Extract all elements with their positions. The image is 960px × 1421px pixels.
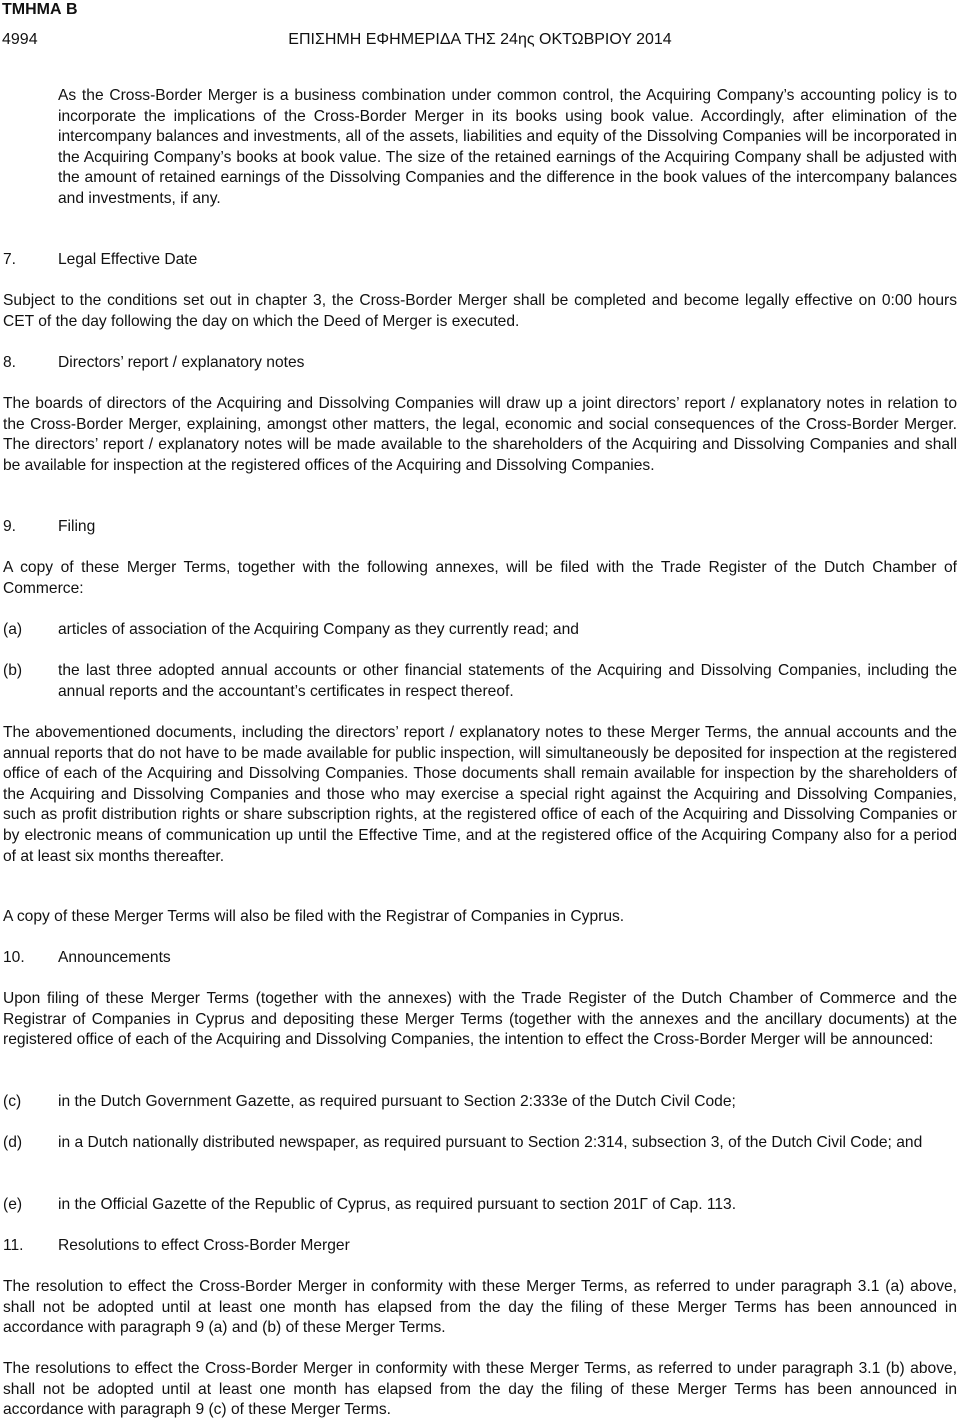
intro-paragraph: As the Cross-Border Merger is a business combination under common control, the Acquiring Company’s accounting policy is to incorporate the implications of the Cross-Border Merger in its books using book value. Accordingly, after elimination of the intercompany balances and investments, all of the assets, liabilities and equity of the Dissolving Companies will be incorporated in the Acquiring Company’s books at book value. The size of the retained earnings of the Acquiring Company shall be adjusted with the amount of retained earnings of the Dissolving Companies and the difference in the book values of the intercompany balances and investments, if any. bbox=[58, 87, 957, 207]
section-9-paragraph-1: A copy of these Merger Terms, together with the following annexes, will be filed with the Trade Register of the Dutch Chamber of Commerce: bbox=[3, 559, 957, 597]
section-10-paragraph: Upon filing of these Merger Terms (together with the annexes) with the Trade Register of the Dutch Chamber of Commerce and the Registrar of Companies in Cyprus and depositing these Merger Terms (together with the annexes and the ancillary documents) at the registered office of each of the Acquiring and Dissolving Companies, the intention to effect the Cross-Border Merger will be announced: bbox=[3, 990, 957, 1049]
section-8-heading bbox=[3, 353, 603, 374]
list-item-d bbox=[3, 1133, 957, 1154]
section-9-number: 9. bbox=[3, 518, 17, 535]
section-9-paragraph-3: A copy of these Merger Terms will also be filed with the Registrar of Companies in Cyprus. bbox=[3, 908, 625, 925]
list-item-e-text: in the Official Gazette of the Republic of Cyprus, as required pursuant to section 201Γ of Cap. 113. bbox=[58, 1196, 737, 1213]
list-item-a bbox=[3, 620, 957, 641]
section-11-paragraph-2: The resolutions to effect the Cross-Border Merger in conformity with these Merger Terms, as referred to under paragraph 3.1 (b) above, shall not be adopted until at least one month has elapsed from the day the filing of these Merger Terms has been announced in accordance with paragraph 9 (c) of these Merger Terms. bbox=[3, 1360, 957, 1419]
list-item-c bbox=[3, 1092, 957, 1113]
section-11-paragraph-1: The resolution to effect the Cross-Border Merger in conformity with these Merger Terms, as referred to under paragraph 3.1 (a) above, shall not be adopted until at least one month has elapsed from the day the filing of these Merger Terms has been announced in accordance with paragraph 9 (a) and (b) of these Merger Terms. bbox=[3, 1278, 957, 1337]
section-10-number: 10. bbox=[3, 949, 25, 966]
section-7-title: Legal Effective Date bbox=[58, 251, 198, 268]
section-10-heading bbox=[3, 948, 603, 969]
section-7-paragraph: Subject to the conditions set out in chapter 3, the Cross-Border Merger shall be completed and become legally effective on 0:00 hours CET of the day following the day on which the Deed of Merger is executed. bbox=[3, 292, 957, 330]
page-number: 4994 bbox=[2, 31, 38, 48]
list-item-d-label: (d) bbox=[3, 1134, 23, 1151]
section-8-title: Directors’ report / explanatory notes bbox=[58, 354, 305, 371]
section-9-heading bbox=[3, 517, 603, 538]
list-item-c-label: (c) bbox=[3, 1093, 22, 1110]
section-11-title: Resolutions to effect Cross-Border Merger bbox=[58, 1237, 350, 1254]
list-item-d-text: in a Dutch nationally distributed newspaper, as required pursuant to Section 2:314, subsection 3, of the Dutch Civil Code; and bbox=[58, 1134, 923, 1151]
section-7-heading bbox=[3, 250, 603, 271]
list-item-e bbox=[3, 1195, 957, 1216]
section-11-heading bbox=[3, 1236, 603, 1257]
section-label: ΤΜΗΜΑ Β bbox=[2, 1, 78, 18]
list-item-b-label: (b) bbox=[3, 662, 23, 679]
section-9-title: Filing bbox=[58, 518, 96, 535]
section-11-number: 11. bbox=[3, 1237, 24, 1254]
section-8-paragraph: The boards of directors of the Acquiring and Dissolving Companies will draw up a joint directors’ report / explanatory notes in relation to the Cross-Border Merger, explaining, amongst other matters, the legal, economic and social consequences of the Cross-Border Merger. The directors’ report / explanatory notes will be made available to the shareholders of the Acquiring and Dissolving Companies and shall be available for inspection at the registered offices of the Acquiring and Dissolving Companies. bbox=[3, 395, 957, 474]
list-item-b-text: the last three adopted annual accounts or other financial statements of the Acquiring and Dissolving Companies, including the annual reports and the accountant’s certificates in respect thereof. bbox=[58, 662, 957, 700]
list-item-c-text: in the Dutch Government Gazette, as required pursuant to Section 2:333e of the Dutch Civil Code; bbox=[58, 1093, 736, 1110]
section-10-title: Announcements bbox=[58, 949, 171, 966]
list-item-e-label: (e) bbox=[3, 1196, 23, 1213]
section-8-number: 8. bbox=[3, 354, 17, 371]
gazette-title: ΕΠΙΣΗΜΗ ΕΦΗΜΕΡΙΔΑ ΤΗΣ 24ης ΟΚΤΩΒΡΙΟΥ 2014 bbox=[288, 31, 672, 48]
section-7-number: 7. bbox=[3, 251, 17, 268]
list-item-a-label: (a) bbox=[3, 621, 23, 638]
section-9-paragraph-2: The abovementioned documents, including the directors’ report / explanatory notes to these Merger Terms, the annual accounts and the annual reports that do not have to be made available for public inspection, will simultaneously be deposited for inspection at the registered office of each of the Acquiring and Dissolving Companies. Those documents shall remain available for inspection by the shareholders of the Acquiring and Dissolving Companies and those who may exercise a special right against the Acquiring and Dissolving Companies, such as profit distribution rights or share subscription rights, at the registered office of each of the Acquiring and Dissolving Companies or by electronic means of communication up until the Effective Time, and at the registered office of the Acquiring Company also for a period of at least six months thereafter. bbox=[3, 724, 957, 865]
list-item-b bbox=[3, 661, 957, 702]
list-item-a-text: articles of association of the Acquiring Company as they currently read; and bbox=[58, 621, 579, 638]
